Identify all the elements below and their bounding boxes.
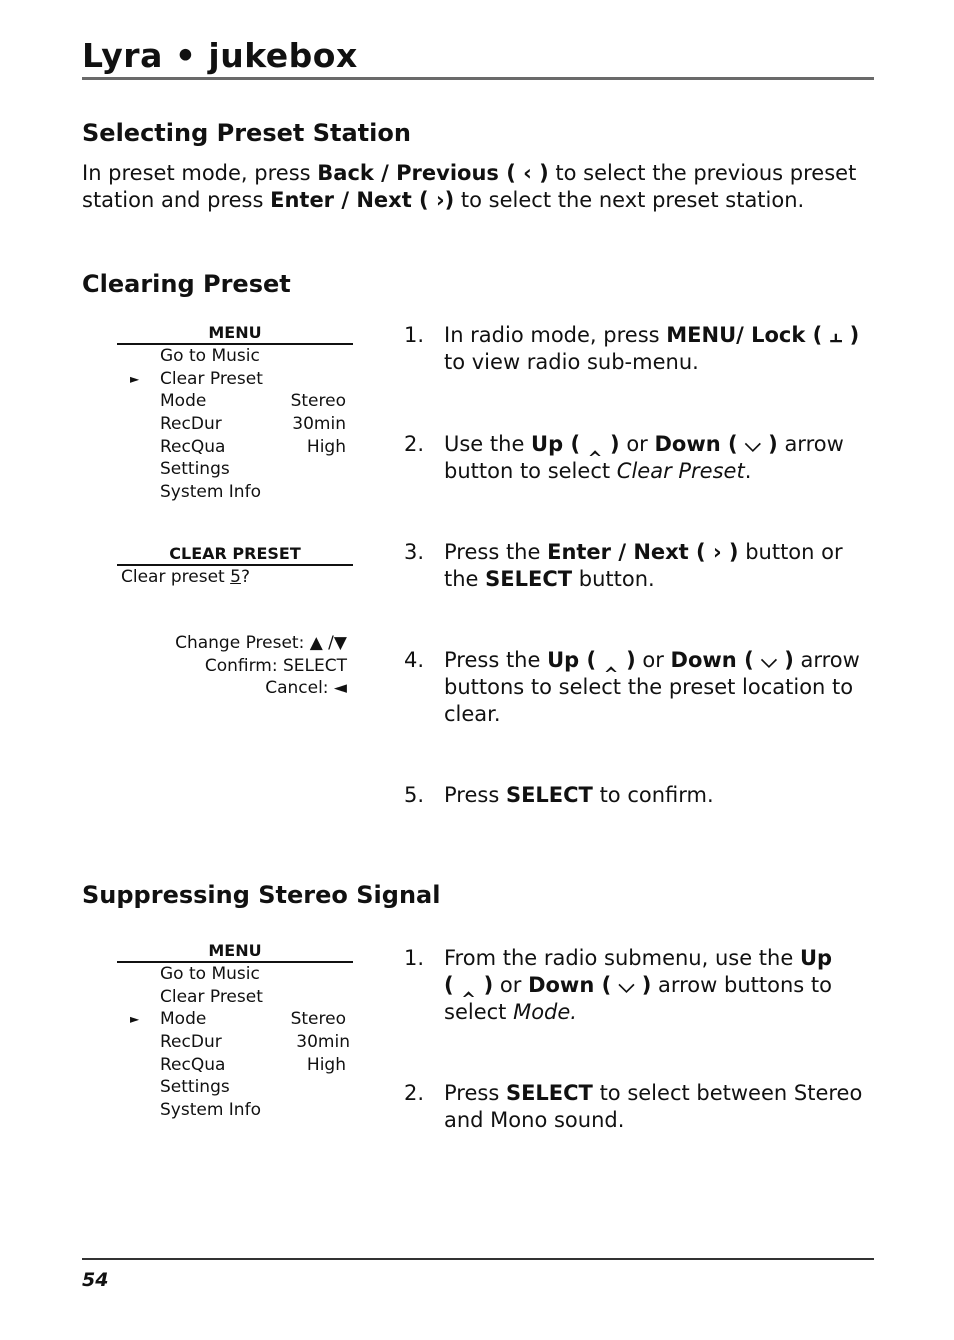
step-text <box>444 539 864 593</box>
menu-item <box>117 1054 353 1077</box>
menu-item <box>117 1099 353 1122</box>
key-down: Down ( ⌵ ) <box>670 648 794 672</box>
text: button to select <box>444 459 617 483</box>
text: ) <box>531 161 549 185</box>
text: select <box>444 1000 514 1024</box>
text: or <box>493 973 529 997</box>
text: or <box>635 648 671 672</box>
menu-item <box>117 986 353 1009</box>
text: button or <box>738 540 843 564</box>
menu-item-label: System Info <box>160 482 261 503</box>
text: the <box>444 567 486 591</box>
menu-option-name: Clear Preset <box>616 459 745 483</box>
menu-item-label: RecQua <box>160 1054 226 1075</box>
text: From the radio submenu, use the <box>444 946 800 970</box>
menu-item-label: RecDur <box>160 1032 222 1053</box>
menu-item-label: Clear Preset <box>160 368 263 389</box>
menu-title: MENU <box>117 324 353 345</box>
clear-preset-question <box>117 566 353 588</box>
text: to select the previous preset <box>548 161 857 185</box>
key-down: Down ( ⌵ ) <box>528 973 652 997</box>
text: to confirm. <box>592 783 714 807</box>
section-heading-suppressing-stereo: Suppressing Stereo Signal <box>82 881 441 909</box>
key-up: Up ( ‸ ) <box>547 648 636 672</box>
menu-item-label: Clear Preset <box>160 986 263 1007</box>
menu-item-value: Stereo <box>290 391 346 412</box>
menu-item-value: Stereo <box>290 1009 346 1030</box>
text: clear. <box>444 702 501 726</box>
cancel-hint: Cancel: ◄ <box>265 678 347 698</box>
menu-item-label: Mode <box>160 391 207 412</box>
step-number: 2. <box>404 432 425 456</box>
menu-item <box>117 1076 353 1099</box>
text: ? <box>240 567 250 587</box>
step-text <box>444 782 864 809</box>
change-preset-hint: Change Preset: ▲ /▼ <box>175 633 347 653</box>
menu-item <box>117 481 353 504</box>
key-select: SELECT <box>505 1081 593 1105</box>
step-text <box>444 945 864 1026</box>
key-select: SELECT <box>505 783 593 807</box>
key-select: SELECT <box>485 567 573 591</box>
key-enter-next: Enter / Next ( <box>270 188 436 212</box>
text: Press <box>444 1081 506 1105</box>
chevron-left-icon: ‹ <box>523 161 532 185</box>
key-up: Up ( ‸ ) <box>531 432 620 456</box>
text: arrow buttons to <box>651 973 832 997</box>
key-down: Down ( ⌵ ) <box>654 432 778 456</box>
text: . <box>744 459 752 483</box>
text: or <box>619 432 655 456</box>
text: buttons to select the preset location to <box>444 675 854 699</box>
step-number: 3. <box>404 540 425 564</box>
text: button. <box>572 567 655 591</box>
menu-screen-clearing <box>117 324 353 504</box>
menu-title: MENU <box>117 942 353 963</box>
menu-item-value: 30min <box>296 1032 350 1053</box>
menu-item-label: RecQua <box>160 436 226 457</box>
menu-item <box>117 963 353 986</box>
menu-item-label: System Info <box>160 1100 261 1121</box>
text: Use the <box>444 432 532 456</box>
text: In preset mode, press <box>82 161 318 185</box>
text: to select between Stereo <box>592 1081 863 1105</box>
text: to view radio sub-menu. <box>444 350 699 374</box>
section-heading-selecting-preset: Selecting Preset Station <box>82 119 411 147</box>
menu-item-label: Go to Music <box>160 964 260 984</box>
step-number: 5. <box>404 783 425 807</box>
selecting-preset-paragraph <box>82 160 872 214</box>
text: Press the <box>444 648 548 672</box>
page-number: 54 <box>82 1269 109 1291</box>
chevron-right-icon: › <box>435 188 445 212</box>
menu-item <box>117 436 353 459</box>
text: and Mono sound. <box>444 1108 625 1132</box>
pointer-icon: ► <box>130 1012 140 1027</box>
menu-item-selected <box>117 368 353 391</box>
step-number: 1. <box>404 946 425 970</box>
text: arrow <box>793 648 860 672</box>
menu-item-value: High <box>306 436 346 457</box>
menu-option-name: Mode. <box>513 1000 577 1024</box>
menu-item-label: Go to Music <box>160 346 260 366</box>
key-back-previous: Back / Previous ( <box>317 161 524 185</box>
menu-item <box>117 345 353 368</box>
menu-item <box>117 390 353 413</box>
menu-item-label: Settings <box>160 459 230 480</box>
text: Press the <box>444 540 548 564</box>
key-up-arrow: ( ‸ ) <box>444 973 494 997</box>
text: arrow <box>777 432 844 456</box>
text: Press <box>444 783 506 807</box>
key-enter-next: Enter / Next ( › ) <box>547 540 739 564</box>
text: station and press <box>82 188 271 212</box>
step-text <box>444 647 864 728</box>
step-number: 1. <box>404 323 425 347</box>
menu-item <box>117 458 353 481</box>
clear-preset-screen <box>117 545 353 588</box>
text: In radio mode, press <box>444 323 667 347</box>
preset-number: 5 <box>230 567 241 587</box>
menu-item <box>117 413 353 436</box>
section-heading-clearing-preset: Clearing Preset <box>82 270 291 298</box>
menu-item-label: Settings <box>160 1077 230 1098</box>
menu-item-value: 30min <box>292 414 346 435</box>
menu-item-selected <box>117 1008 353 1031</box>
page-title: Lyra • jukebox <box>82 36 358 75</box>
step-number: 4. <box>404 648 425 672</box>
step-text <box>444 1080 864 1134</box>
step-text <box>444 322 864 376</box>
step-text <box>444 431 864 485</box>
menu-item-value: High <box>306 1054 346 1075</box>
step-number: 2. <box>404 1081 425 1105</box>
footer-divider <box>82 1258 874 1260</box>
menu-item-label: Mode <box>160 1009 207 1030</box>
clear-preset-instructions <box>117 632 347 700</box>
menu-screen-stereo <box>117 942 353 1122</box>
clear-preset-title: CLEAR PRESET <box>117 545 353 566</box>
text: to select the next preset station. <box>454 188 805 212</box>
pointer-icon: ► <box>130 371 140 386</box>
menu-item-label: RecDur <box>160 414 222 435</box>
menu-item <box>117 1031 353 1054</box>
confirm-hint: Confirm: SELECT <box>204 655 347 676</box>
text: ) <box>444 188 455 212</box>
header-divider <box>82 77 874 80</box>
key-menu-lock: MENU/ Lock ( ⫠ ) <box>666 323 860 347</box>
key-up: Up <box>799 946 833 970</box>
text: Clear preset <box>121 567 231 587</box>
